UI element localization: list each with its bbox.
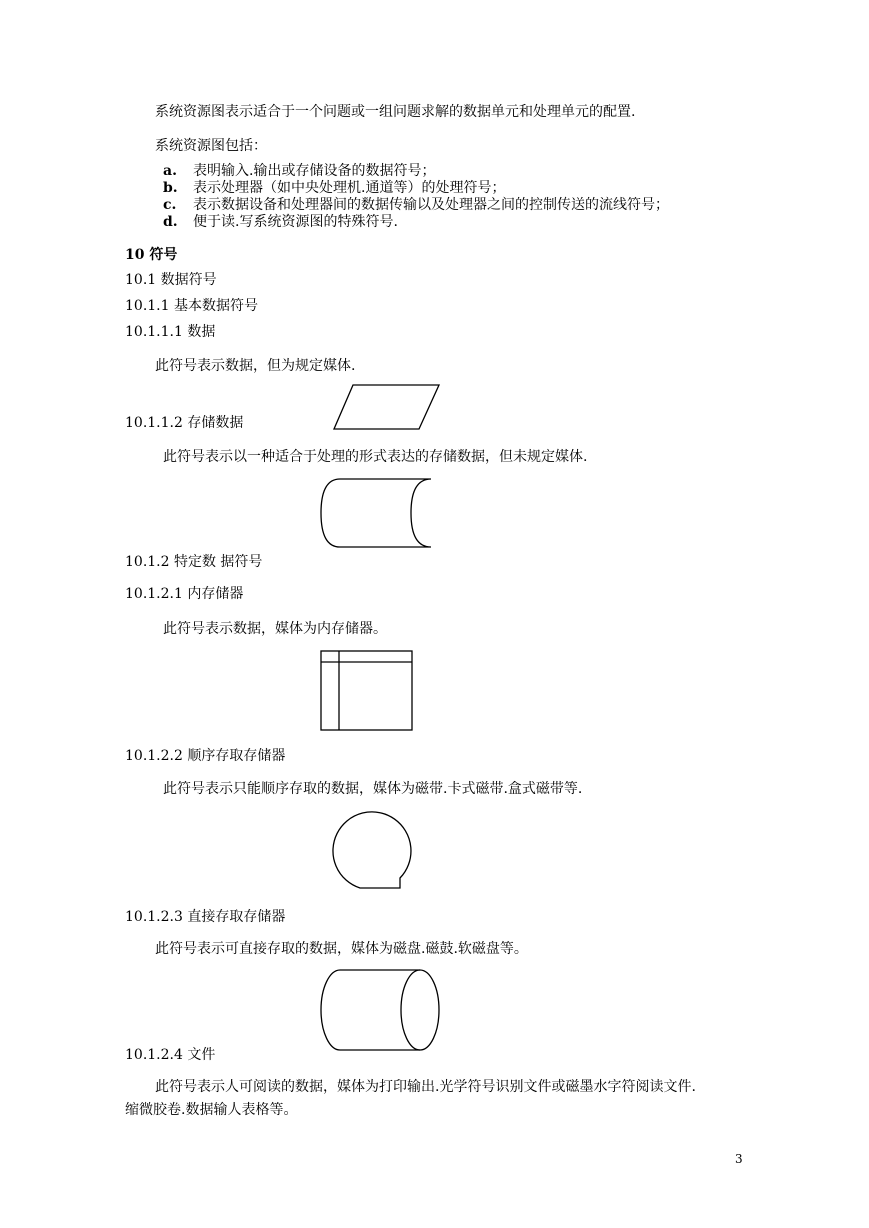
data-parallelogram-icon	[333, 384, 440, 430]
list-item-text: 表示处理器（如中央处理机.通道等）的处理符号；	[193, 180, 506, 196]
list-item-text: 表明输入.输出或存储设备的数据符号；	[193, 163, 436, 179]
direct-access-storage-icon	[320, 969, 441, 1051]
sequential-access-storage-icon	[320, 807, 402, 891]
list-item	[163, 180, 669, 197]
section-description: 此符号表示数据，媒体为内存储器。	[163, 621, 387, 637]
stored-data-icon	[320, 478, 432, 548]
section-description: 此符号表示以一种适合于处理的形式表达的存储数据，但未规定媒体.	[163, 449, 588, 465]
section-heading-10-1-2-3: 10.1.2.3 直接存取存储器	[125, 909, 286, 925]
list-item-label: d.	[163, 214, 178, 230]
section-description: 此符号表示只能顺序存取的数据，媒体为磁带.卡式磁带.盒式磁带等.	[163, 781, 583, 797]
contents-list	[163, 163, 669, 231]
list-item-label: a.	[163, 163, 177, 179]
internal-storage-icon	[320, 650, 413, 731]
section-description: 此符号表示可直接存取的数据，媒体为磁盘.磁鼓.软磁盘等。	[155, 941, 528, 957]
list-item-label: c.	[163, 197, 177, 213]
section-description-continued: 缩微胶卷.数据输人表格等。	[125, 1102, 298, 1118]
page-number: 3	[735, 1152, 743, 1166]
section-heading-10-1-1-2: 10.1.1.2 存储数据	[125, 415, 244, 431]
list-item-text: 表示数据设备和处理器间的数据传输以及处理器之间的控制传送的流线符号；	[193, 197, 669, 213]
section-heading-10-1-1-1: 10.1.1.1 数据	[125, 324, 216, 340]
section-description: 此符号表示数据，但为规定媒体.	[155, 358, 356, 374]
list-item-label: b.	[163, 180, 178, 196]
section-heading-10-1-2: 10.1.2 特定数 据符号	[125, 554, 263, 570]
intro-paragraph-1: 系统资源图表示适合于一个问题或一组问题求解的数据单元和处理单元的配置.	[155, 104, 636, 120]
section-heading-10-1: 10.1 数据符号	[125, 272, 217, 288]
intro-paragraph-2: 系统资源图包括：	[155, 138, 267, 154]
list-item	[163, 163, 669, 180]
section-heading-10-1-1: 10.1.1 基本数据符号	[125, 298, 258, 314]
section-heading-10-1-2-4: 10.1.2.4 文件	[125, 1047, 216, 1063]
section-description: 此符号表示人可阅读的数据，媒体为打印输出.光学符号识别文件或磁墨水字符阅读文件.	[155, 1079, 696, 1095]
section-heading-10-1-2-2: 10.1.2.2 顺序存取存储器	[125, 748, 286, 764]
list-item	[163, 197, 669, 214]
section-heading-10-1-2-1: 10.1.2.1 内存储器	[125, 586, 244, 602]
list-item	[163, 214, 669, 231]
list-item-text: 便于读.写系统资源图的特殊符号.	[193, 214, 398, 230]
section-heading-10: 10 符号	[125, 247, 178, 263]
